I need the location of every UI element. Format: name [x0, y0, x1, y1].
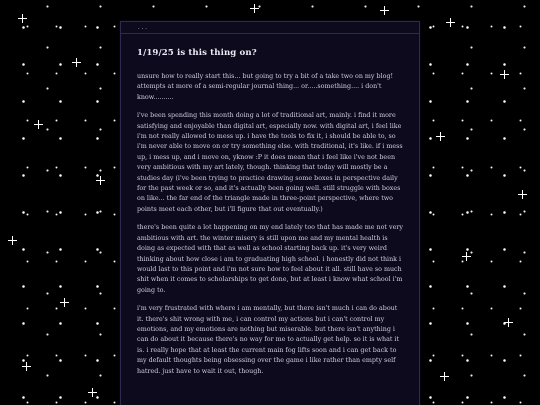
sparkle-star-icon [8, 236, 17, 245]
post-paragraph: i've been spending this month doing a lot of traditional art, mainly. i find it more satisfying and enjoyable than digital art, especially now. with digital art, i feel like i'm not really allowed to mess up. i have the tools to fix it, i should be able to, so i'm never able to move on or try something else. with traditional, it's like. if i mess up, i mess up, and i move on, yknow :P it does mean that i feel like i've not been very ambitious with my art lately, though. thinking that today will mostly be a studies day (i've been trying to practice drawing some boxes in perspective daily for the past week or so, and it's actually been going well. still struggle with boxes on like... the far end of the triangle made in three-point perspective, where two points meet each other, but i'll figure that out eventually.) [137, 112, 403, 213]
blog-post [121, 34, 419, 377]
sparkle-star-icon [380, 6, 389, 15]
sparkle-star-icon [88, 388, 97, 397]
blog-post-panel [120, 21, 420, 405]
sparkle-star-icon [60, 298, 69, 307]
post-paragraph: there's been quite a lot happening on my end lately too that has made me not very ambitious with art. the winter misery is still upon me and my mental health is doing as expected with that as well as school starting back up. it's very weird thinking about how close i am to graduating high school. i honestly did not think i would last to this point and i'm not sure how to feel about it all. still have so much shit when it comes to scholarships to get done, but at least i know what school i'm going to. [137, 224, 403, 294]
post-body [137, 72, 405, 377]
sparkle-star-icon [440, 372, 449, 381]
sparkle-star-icon [504, 318, 513, 327]
panel-topbar [121, 22, 419, 34]
sparkle-star-icon [436, 132, 445, 141]
sparkle-star-icon [22, 362, 31, 371]
post-paragraph: i'm very frustrated with where i am mentally, but there isn't much i can do about it. there's shit wrong with me, i can control my actions but i can't control my emotions, and my emotions are nothing but miserable. but there isn't anything i can do about it because there's no way for me to actually get help. so it is what it is. i really hope that at least the current main fog lifts soon and i can get back to my default thoughts being obsessing over the game i like rather than empty self hatred. just have to wait it out, though. [137, 305, 399, 375]
sparkle-star-icon [446, 18, 455, 27]
post-title: 1/19/25 is this thing on? [137, 48, 257, 58]
sparkle-star-icon [518, 190, 527, 199]
post-paragraph: unsure how to really start this... but going to try a bit of a take two on my blog! attempts at more of a semi-regular journal thing... or.....something.... i don't know.......... [137, 73, 394, 101]
sparkle-star-icon [18, 14, 27, 23]
sparkle-star-icon [72, 58, 81, 67]
sparkle-star-icon [462, 252, 471, 261]
sparkle-star-icon [96, 176, 105, 185]
topbar-dots-icon[interactable]: ... [137, 23, 148, 31]
sparkle-star-icon [250, 4, 259, 13]
sparkle-star-icon [500, 70, 509, 79]
sparkle-star-icon [34, 120, 43, 129]
